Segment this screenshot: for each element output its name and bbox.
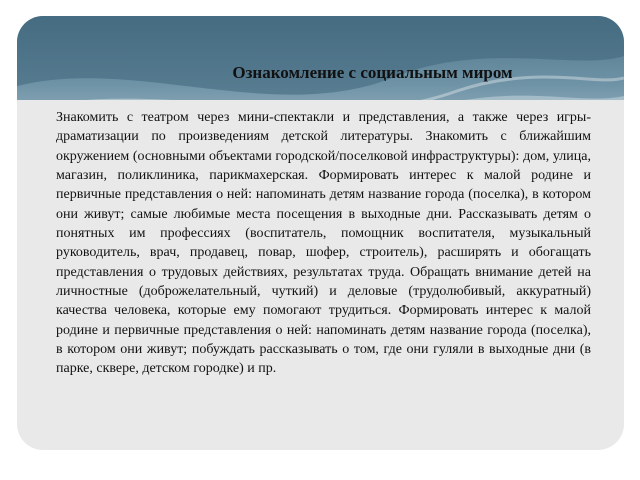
slide-body-text: Знакомить с театром через мини-спектакли и представления, а также через игры-драматизации по произведениям детской литературы. Знакомить с ближайшим окружением (основными объектами городской/поселковой инфраструктуры): дом, улица, магазин, поликлиника, парикмахерская. Формировать интерес к малой родине и первичные представления о ней: напоминать детям название города (поселка), в котором они живут; самые любимые места посещения в выходные дни. Рассказывать детям о понятных им профессиях (воспитатель, помощник воспитателя, музыкальный руководитель, врач, продавец, повар, шофер, строитель), расширять и обогащать представления о трудовых действиях, результатах труда. Обращать внимание детей на личностные (доброжелательный, чуткий) и деловые (трудолюбивый, аккуратный) качества человека, которые ему помогают трудиться. Формировать интерес к малой родине и первичные представления о ней: напоминать детям название города (поселка), в котором они живут; побуждать рассказывать о том, где они гуляли в выходные дни (в парке, сквере, детском городке) и пр. (56, 110, 591, 377)
slide-content (56, 62, 591, 379)
slide-title: Ознакомление с социальным миром (232, 63, 513, 82)
